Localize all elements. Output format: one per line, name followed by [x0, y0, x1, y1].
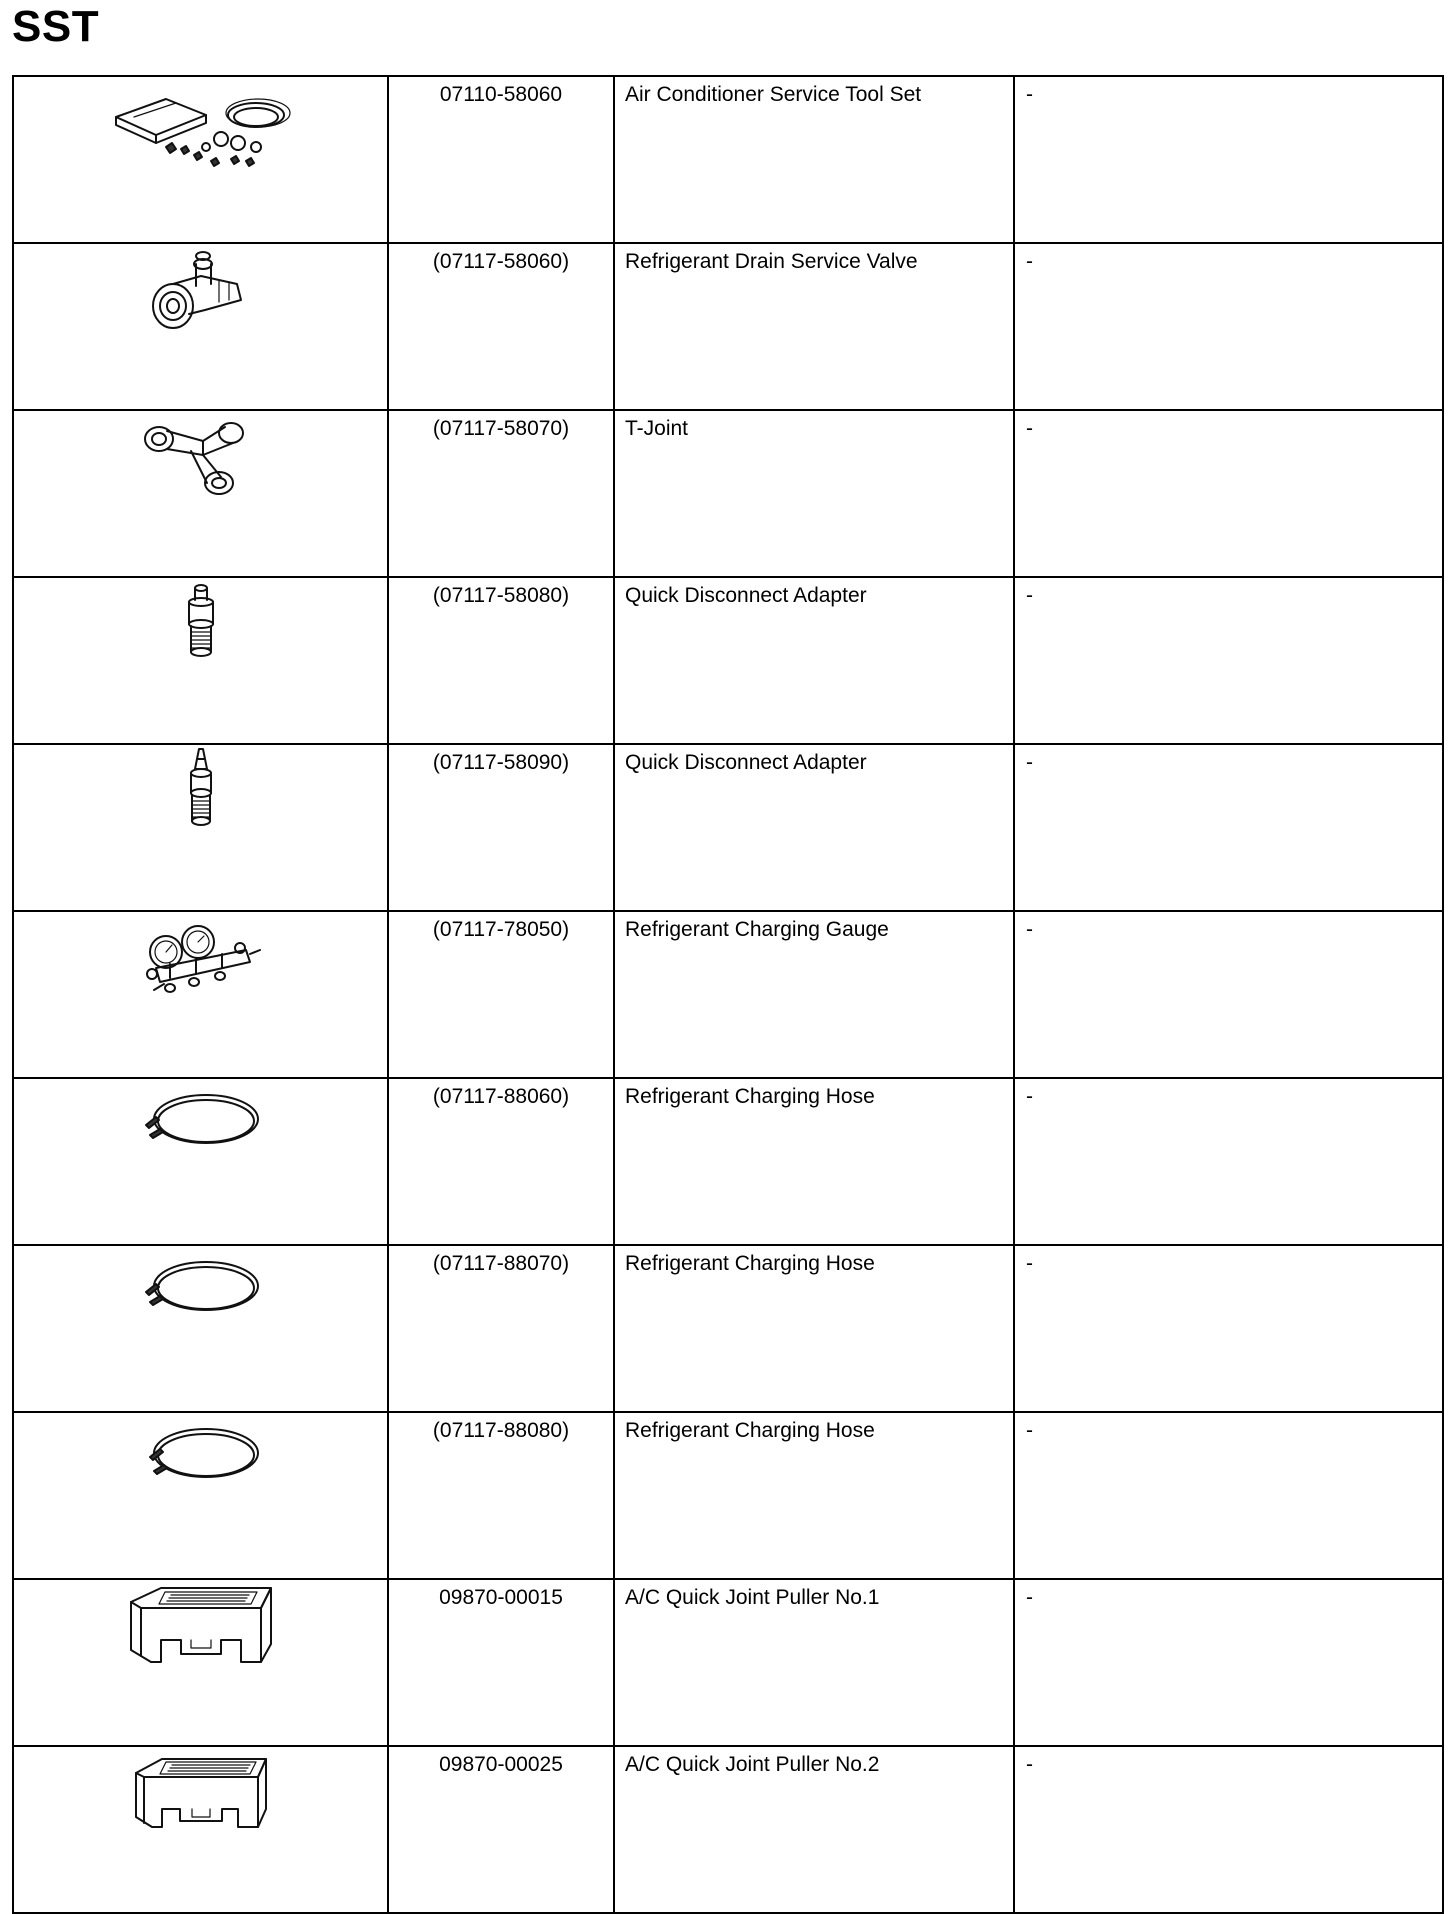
- tool-illustration-cell: [13, 1078, 388, 1245]
- tool-illustration-cell: [13, 1245, 388, 1412]
- part-number: (07117-58070): [388, 410, 614, 577]
- tool-name: Air Conditioner Service Tool Set: [614, 76, 1014, 243]
- note: -: [1014, 410, 1443, 577]
- tool-illustration-cell: [13, 577, 388, 744]
- tool-name: Refrigerant Charging Hose: [614, 1412, 1014, 1579]
- charging-hose-icon: [136, 1246, 266, 1326]
- note: -: [1014, 1078, 1443, 1245]
- tool-name: A/C Quick Joint Puller No.2: [614, 1746, 1014, 1913]
- table-row: [13, 410, 1443, 577]
- table-row: [13, 911, 1443, 1078]
- table-row: [13, 243, 1443, 410]
- service-tool-set-icon: [106, 77, 296, 177]
- table-row: [13, 1746, 1443, 1913]
- quick-joint-puller-icon: [121, 1580, 281, 1670]
- note: -: [1014, 577, 1443, 744]
- tool-name: Refrigerant Charging Hose: [614, 1078, 1014, 1245]
- note: -: [1014, 911, 1443, 1078]
- part-number: 09870-00015: [388, 1579, 614, 1746]
- note: -: [1014, 744, 1443, 911]
- tool-name: Refrigerant Drain Service Valve: [614, 243, 1014, 410]
- part-number: (07117-88070): [388, 1245, 614, 1412]
- part-number: (07117-58090): [388, 744, 614, 911]
- tool-name: A/C Quick Joint Puller No.1: [614, 1579, 1014, 1746]
- table-row: [13, 744, 1443, 911]
- tool-illustration-cell: [13, 1579, 388, 1746]
- table-row: [13, 1078, 1443, 1245]
- note: -: [1014, 76, 1443, 243]
- note: -: [1014, 1746, 1443, 1913]
- page-title: SST: [12, 2, 100, 51]
- sst-table: [12, 75, 1444, 1914]
- table-row: [13, 1412, 1443, 1579]
- quick-disconnect-adapter-icon: [176, 745, 226, 835]
- tool-illustration-cell: [13, 410, 388, 577]
- tool-name: T-Joint: [614, 410, 1014, 577]
- note: -: [1014, 1579, 1443, 1746]
- note: -: [1014, 1412, 1443, 1579]
- t-joint-icon: [141, 411, 261, 501]
- table-row: [13, 1579, 1443, 1746]
- tool-illustration-cell: [13, 1746, 388, 1913]
- part-number: 09870-00025: [388, 1746, 614, 1913]
- part-number: (07117-88060): [388, 1078, 614, 1245]
- charging-hose-icon: [136, 1413, 266, 1493]
- tool-illustration-cell: [13, 744, 388, 911]
- tool-name: Refrigerant Charging Gauge: [614, 911, 1014, 1078]
- tool-illustration-cell: [13, 76, 388, 243]
- quick-disconnect-adapter-icon: [176, 578, 226, 668]
- charging-gauge-icon: [136, 912, 266, 1012]
- tool-name: Refrigerant Charging Hose: [614, 1245, 1014, 1412]
- tool-name: Quick Disconnect Adapter: [614, 744, 1014, 911]
- part-number: (07117-78050): [388, 911, 614, 1078]
- part-number: 07110-58060: [388, 76, 614, 243]
- part-number: (07117-58060): [388, 243, 614, 410]
- part-number: (07117-58080): [388, 577, 614, 744]
- note: -: [1014, 1245, 1443, 1412]
- part-number: (07117-88080): [388, 1412, 614, 1579]
- quick-joint-puller-icon: [126, 1747, 276, 1837]
- tool-illustration-cell: [13, 911, 388, 1078]
- tool-illustration-cell: [13, 243, 388, 410]
- table-row: [13, 76, 1443, 243]
- tool-illustration-cell: [13, 1412, 388, 1579]
- note: -: [1014, 243, 1443, 410]
- table-row: [13, 1245, 1443, 1412]
- tool-name: Quick Disconnect Adapter: [614, 577, 1014, 744]
- table-row: [13, 577, 1443, 744]
- drain-service-valve-icon: [141, 244, 261, 344]
- charging-hose-icon: [136, 1079, 266, 1159]
